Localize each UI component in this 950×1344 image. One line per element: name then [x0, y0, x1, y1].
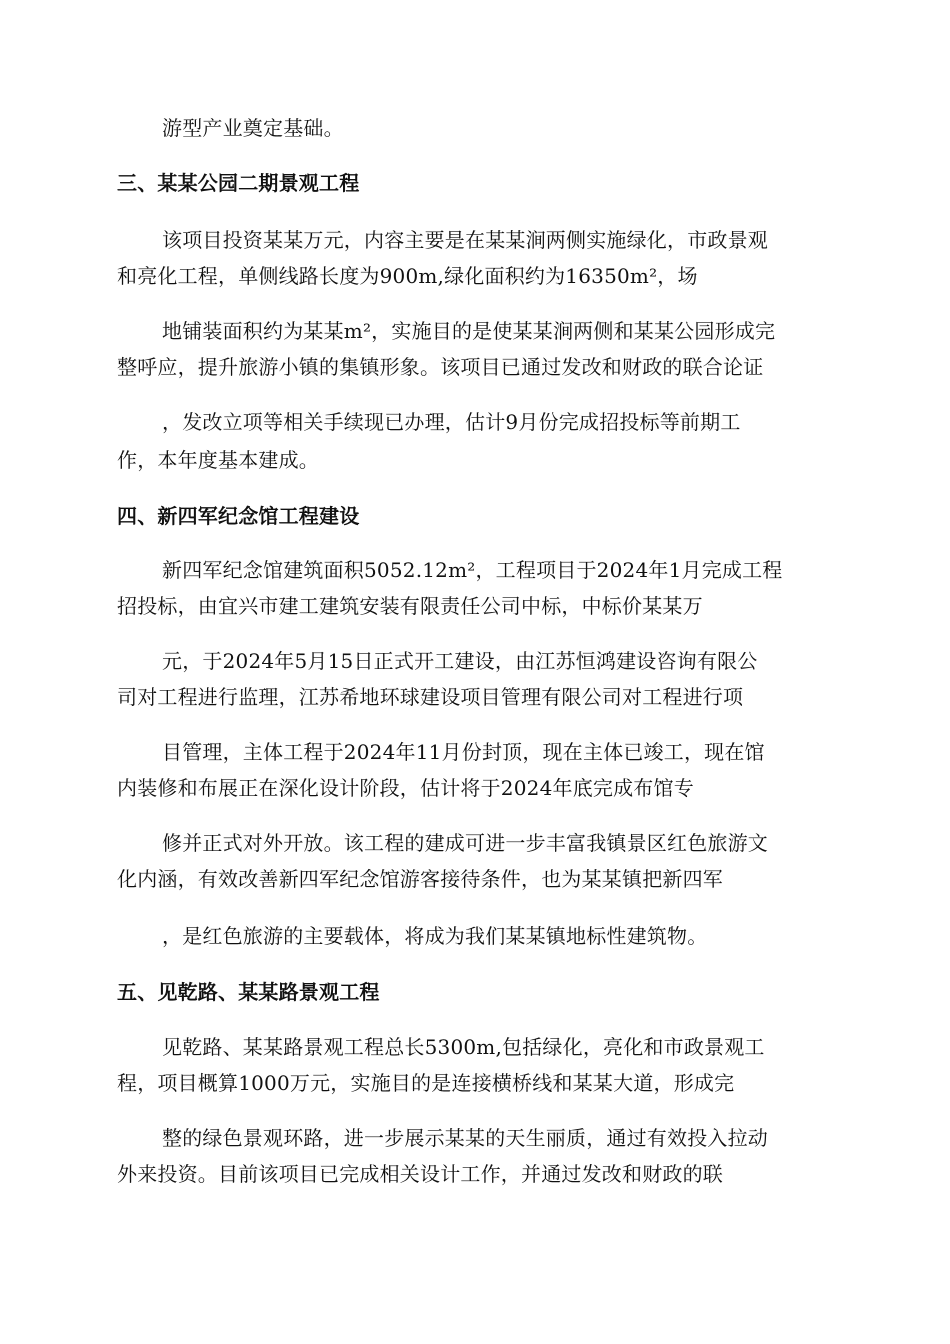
section-heading: 三、某某公园二期景观工程	[117, 171, 360, 195]
paragraph-line: 招投标，由宜兴市建工建筑安装有限责任公司中标，中标价某某万	[117, 594, 703, 618]
paragraph-line: 新四军纪念馆建筑面积5052.12m²，工程项目于2024年1月完成工程	[162, 558, 783, 582]
paragraph-line: 该项目投资某某万元，内容主要是在某某涧两侧实施绿化，市政景观	[162, 228, 768, 252]
paragraph-line: 目管理，主体工程于2024年11月份封顶，现在主体已竣工，现在馆	[162, 740, 765, 764]
paragraph-line: 见乾路、某某路景观工程总长5300m,包括绿化，亮化和市政景观工	[162, 1035, 765, 1059]
paragraph-line: 地铺装面积约为某某m²，实施目的是使某某涧两侧和某某公园形成完	[162, 319, 776, 343]
paragraph-line: 元，于2024年5月15日正式开工建设，由江苏恒鸿建设咨询有限公	[162, 649, 758, 673]
paragraph-line: 作，本年度基本建成。	[117, 448, 319, 472]
section-heading: 四、新四军纪念馆工程建设	[117, 504, 360, 528]
section-heading: 五、见乾路、某某路景观工程	[117, 980, 380, 1004]
paragraph-line: 司对工程进行监理，江苏希地环球建设项目管理有限公司对工程进行项	[117, 685, 744, 709]
paragraph-line: 游型产业奠定基础。	[162, 116, 344, 140]
paragraph-line: 外来投资。目前该项目已完成相关设计工作，并通过发改和财政的联	[117, 1162, 723, 1186]
paragraph-line: ，发改立项等相关手续现已办理，估计9月份完成招投标等前期工	[162, 410, 741, 434]
paragraph-line: 修并正式对外开放。该工程的建成可进一步丰富我镇景区红色旅游文	[162, 831, 768, 855]
paragraph-line: 和亮化工程，单侧线路长度为900m,绿化面积约为16350m²，场	[117, 264, 698, 288]
paragraph-line: 程，项目概算1000万元，实施目的是连接横桥线和某某大道，形成完	[117, 1071, 735, 1095]
paragraph-line: 化内涵，有效改善新四军纪念馆游客接待条件，也为某某镇把新四军	[117, 867, 723, 891]
paragraph-line: 内装修和布展正在深化设计阶段，估计将于2024年底完成布馆专	[117, 776, 694, 800]
paragraph-line: ，是红色旅游的主要载体，将成为我们某某镇地标性建筑物。	[162, 924, 708, 948]
paragraph-line: 整的绿色景观环路，进一步展示某某的天生丽质，通过有效投入拉动	[162, 1126, 768, 1150]
paragraph-line: 整呼应，提升旅游小镇的集镇形象。该项目已通过发改和财政的联合论证	[117, 355, 764, 379]
